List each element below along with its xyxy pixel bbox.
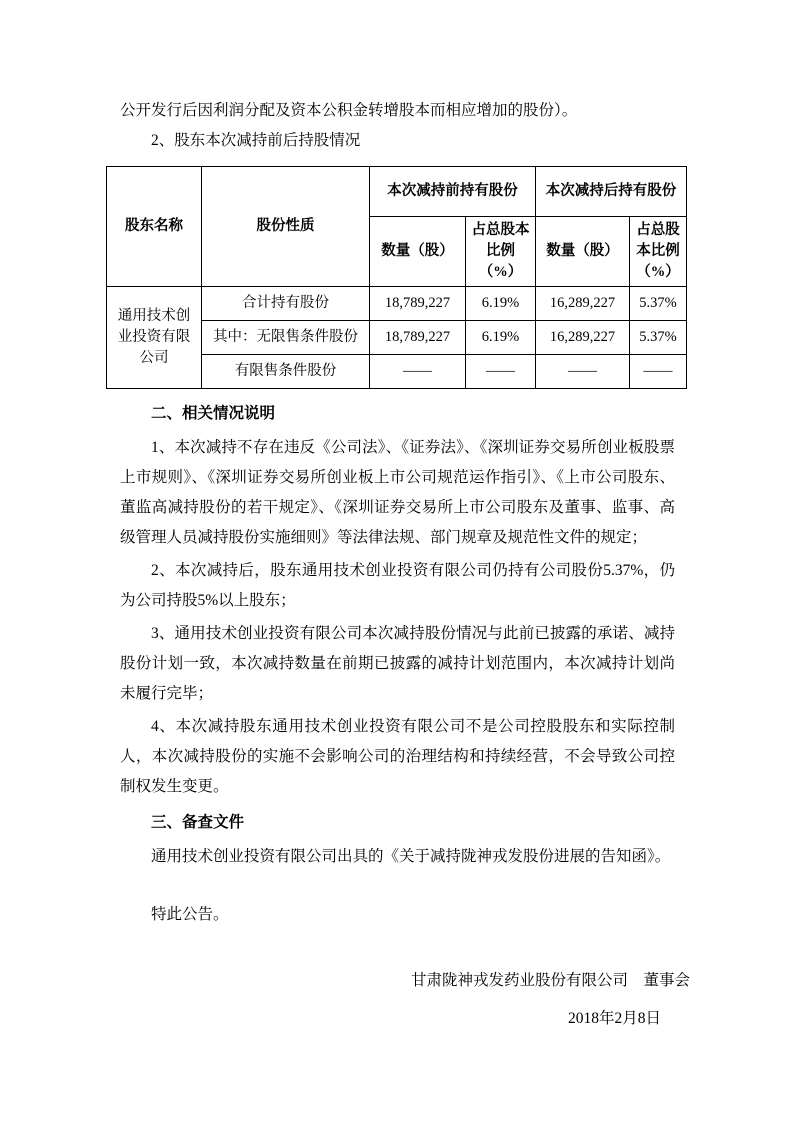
header-before-holding: 本次减持前持有股份 (370, 167, 536, 217)
cell-after-pct: 5.37% (630, 287, 687, 321)
shareholding-table (106, 166, 687, 389)
header-before-qty: 数量（股） (370, 217, 466, 287)
cell-before-pct: 6.19% (466, 321, 536, 355)
header-before-pct: 占总股本比例（%） (466, 217, 536, 287)
header-after-pct: 占总股本比例（%） (630, 217, 687, 287)
cell-nature: 其中：无限售条件股份 (202, 321, 370, 355)
signature-date: 2018年2月8日 (567, 1010, 661, 1027)
cell-after-pct: 5.37% (630, 321, 687, 355)
section2-title: 二、相关情况说明 (151, 405, 276, 422)
table-row (107, 287, 687, 321)
header-shareholder-name: 股东名称 (107, 167, 202, 287)
cell-nature: 合计持有股份 (202, 287, 370, 321)
section2-paragraph-4: 4、本次减持股东通用技术创业投资有限公司不是公司控股股东和实际控制人，本次减持股份的实施不会影响公司的治理结构和持续经营，不会导致公司控制权发生变更。 (120, 718, 675, 795)
section2-paragraph-1: 1、本次减持不存在违反《公司法》、《证券法》、《深圳证券交易所创业板股票上市规则》、《深圳证券交易所创业板上市公司规范运作指引》、《上市公司股东、董监高减持股份的若干规定》、《深圳证券交易所上市公司股东及董事、监事、高级管理人员减持股份实施细则》等法律法规、部门规章及规范性文件的规定； (120, 439, 675, 546)
header-after-holding: 本次减持后持有股份 (536, 167, 687, 217)
cell-after-qty: 16,289,227 (536, 287, 630, 321)
signature-company: 甘肃陇神戎发药业股份有限公司 董事会 (410, 972, 690, 989)
section2-paragraph-3: 3、通用技术创业投资有限公司本次减持股份情况与此前已披露的承诺、减持股份计划一致，本次减持数量在前期已披露的减持计划范围内，本次减持计划尚未履行完毕； (120, 625, 675, 702)
section2-paragraph-2: 2、本次减持后，股东通用技术创业投资有限公司仍持有公司股份5.37%，仍为公司持股5%以上股东； (120, 562, 675, 609)
paragraph-continuation: 公开发行后因利润分配及资本公积金转增股本而相应增加的股份）。 (120, 102, 578, 119)
cell-before-qty: 18,789,227 (370, 287, 466, 321)
list-item-2-title: 2、股东本次减持前后持股情况 (151, 132, 361, 149)
cell-before-qty: —— (370, 355, 466, 389)
closing-statement: 特此公告。 (151, 906, 229, 923)
cell-shareholder: 通用技术创业投资有限公司 (107, 287, 202, 389)
cell-after-qty: —— (536, 355, 630, 389)
cell-before-pct: 6.19% (466, 287, 536, 321)
cell-nature: 有限售条件股份 (202, 355, 370, 389)
cell-after-pct: —— (630, 355, 687, 389)
section3-paragraph: 通用技术创业投资有限公司出具的《关于减持陇神戎发股份进展的告知函》。 (151, 848, 671, 865)
cell-before-qty: 18,789,227 (370, 321, 466, 355)
cell-after-qty: 16,289,227 (536, 321, 630, 355)
section3-title: 三、备查文件 (151, 814, 245, 831)
header-after-qty: 数量（股） (536, 217, 630, 287)
cell-before-pct: —— (466, 355, 536, 389)
header-share-nature: 股份性质 (202, 167, 370, 287)
